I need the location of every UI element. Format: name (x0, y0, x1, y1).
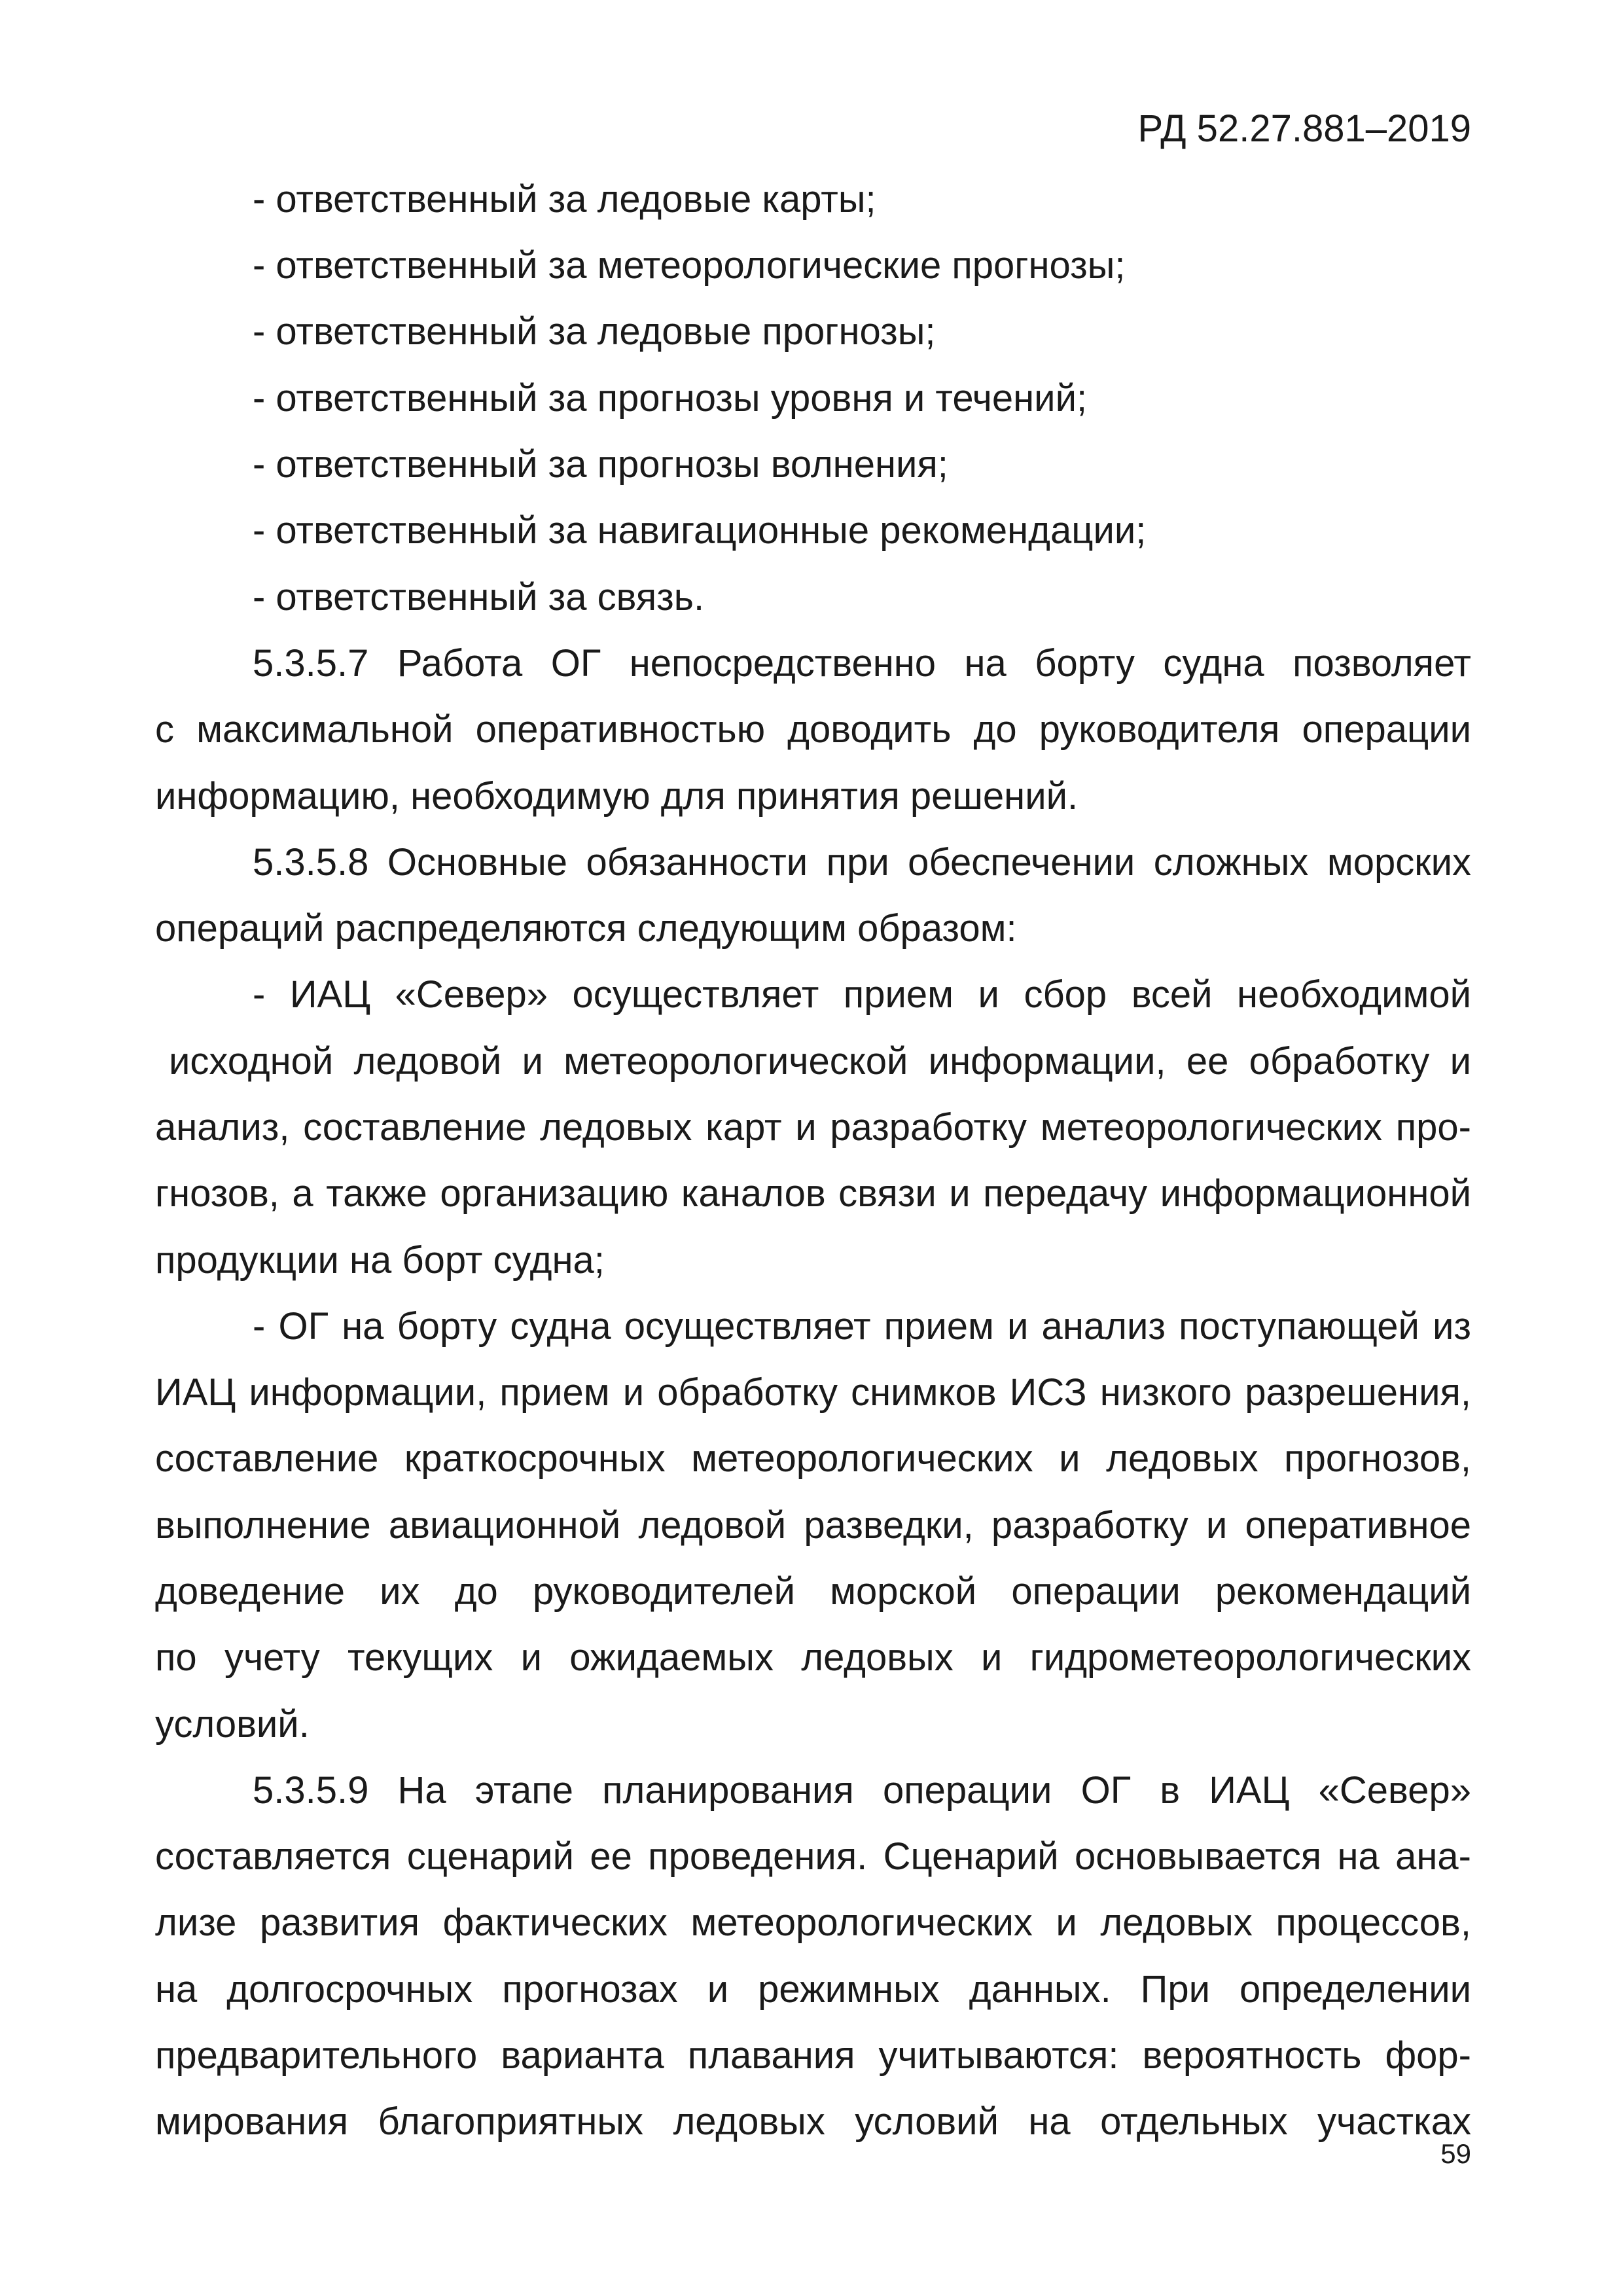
list-item-line: доведение их до руководителей морской операции рекомендаций (155, 1570, 1471, 1613)
list-item: - ответственный за прогнозы волнения; (253, 443, 948, 486)
paragraph-line: 5.3.5.7 Работа ОГ непосредственно на борту судна позволяет (253, 642, 1471, 685)
list-item-line: гнозов, а также организацию каналов связи и передачу информационной (155, 1172, 1471, 1215)
paragraph-line: составляется сценарий ее проведения. Сценарий основывается на ана- (155, 1835, 1471, 1878)
list-item: - ответственный за ледовые карты; (253, 178, 876, 221)
list-item-line: условий. (155, 1703, 310, 1746)
list-item: - ответственный за ледовые прогнозы; (253, 310, 936, 353)
paragraph-line: 5.3.5.9 На этапе планирования операции ОГ в ИАЦ «Север» (253, 1769, 1471, 1812)
list-item-line: выполнение авиационной ледовой разведки, разработку и оперативное (155, 1504, 1471, 1547)
page-number: 59 (1440, 2138, 1471, 2169)
paragraph-line: мирования благоприятных ледовых условий на отдельных участках (155, 2100, 1471, 2143)
paragraph-line: операций распределяются следующим образом: (155, 907, 1017, 950)
paragraph-line: 5.3.5.8 Основные обязанности при обеспечении сложных морских (253, 841, 1471, 884)
list-item-line: по учету текущих и ожидаемых ледовых и гидрометеорологических (155, 1636, 1471, 1679)
list-item: - ИАЦ «Север» осуществляет прием и сбор всей необходимой (253, 973, 1471, 1016)
list-item-line: продукции на борт судна; (155, 1239, 605, 1282)
list-item-line: ИАЦ информации, прием и обработку снимков ИСЗ низкого разрешения, (155, 1371, 1471, 1414)
paragraph-line: лизе развития фактических метеорологических и ледовых процессов, (155, 1901, 1471, 1944)
paragraph-line: с максимальной оперативностью доводить до руководителя операции (155, 708, 1471, 751)
document-code: РД 52.27.881–2019 (1137, 107, 1471, 150)
list-item-line: исходной ледовой и метеорологической информации, ее обработку и (169, 1040, 1471, 1083)
paragraph-line: на долгосрочных прогнозах и режимных данных. При определении (155, 1968, 1471, 2011)
list-item: - ответственный за метеорологические прогнозы; (253, 244, 1126, 287)
list-item: - ОГ на борту судна осуществляет прием и анализ поступающей из (253, 1305, 1471, 1348)
paragraph-line: предварительного варианта плавания учитываются: вероятность фор- (155, 2034, 1471, 2077)
paragraph-line: информацию, необходимую для принятия решений. (155, 775, 1079, 817)
list-item: - ответственный за связь. (253, 576, 705, 619)
list-item: - ответственный за навигационные рекомендации; (253, 509, 1147, 552)
list-item: - ответственный за прогнозы уровня и течений; (253, 377, 1088, 420)
list-item-line: составление краткосрочных метеорологических и ледовых прогнозов, (155, 1437, 1471, 1480)
list-item-line: анализ, составление ледовых карт и разработку метеорологических про- (155, 1106, 1471, 1149)
